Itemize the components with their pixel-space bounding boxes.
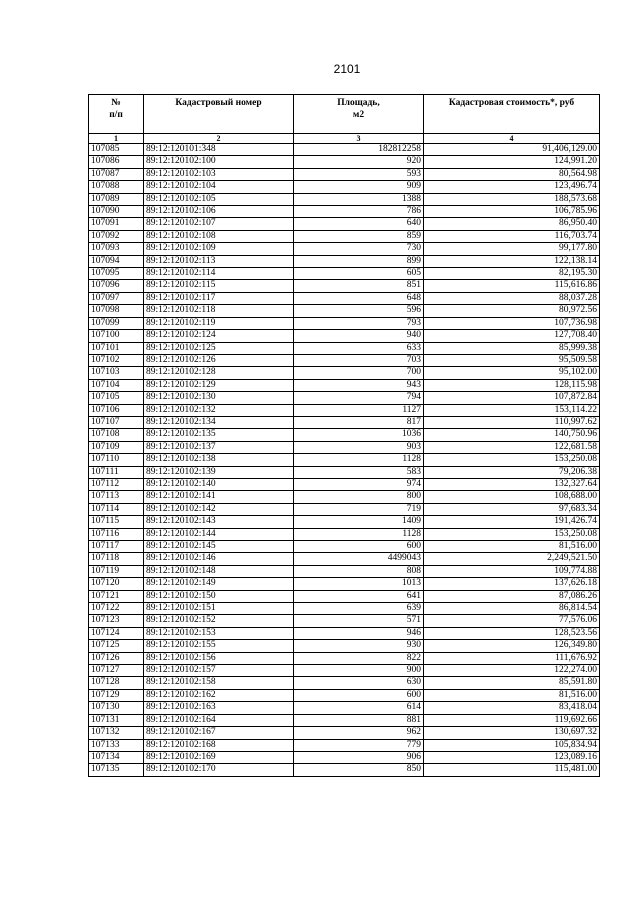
area-cell: 1388 bbox=[294, 193, 424, 205]
area-cell: 1128 bbox=[294, 454, 424, 466]
cadastral-number-cell: 89:12:120102:135 bbox=[144, 429, 294, 441]
area-cell: 881 bbox=[294, 714, 424, 726]
table-row bbox=[89, 243, 600, 255]
cadastral-number-cell: 89:12:120102:153 bbox=[144, 627, 294, 639]
table-row bbox=[89, 603, 600, 615]
area-cell: 640 bbox=[294, 218, 424, 230]
cadastral-cost-cell: 105,834.94 bbox=[424, 739, 600, 751]
area-cell: 614 bbox=[294, 702, 424, 714]
cadastral-number-cell: 89:12:120102:169 bbox=[144, 751, 294, 763]
cadastral-number-cell: 89:12:120102:143 bbox=[144, 516, 294, 528]
cadastral-number-cell: 89:12:120102:168 bbox=[144, 739, 294, 751]
cadastral-number-cell: 89:12:120102:100 bbox=[144, 156, 294, 168]
row-number-cell: 107086 bbox=[89, 156, 144, 168]
cadastral-cost-cell: 80,972.56 bbox=[424, 305, 600, 317]
cadastral-cost-cell: 126,349.80 bbox=[424, 640, 600, 652]
area-cell: 630 bbox=[294, 677, 424, 689]
table-row bbox=[89, 727, 600, 739]
cadastral-number-cell: 89:12:120102:146 bbox=[144, 553, 294, 565]
area-cell: 583 bbox=[294, 466, 424, 478]
area-cell: 600 bbox=[294, 541, 424, 553]
table-row bbox=[89, 181, 600, 193]
row-number-cell: 107094 bbox=[89, 255, 144, 267]
area-cell: 779 bbox=[294, 739, 424, 751]
table-row bbox=[89, 392, 600, 404]
area-cell: 822 bbox=[294, 652, 424, 664]
area-cell: 1013 bbox=[294, 578, 424, 590]
cadastral-number-cell: 89:12:120102:106 bbox=[144, 206, 294, 218]
cadastral-number-cell: 89:12:120102:109 bbox=[144, 243, 294, 255]
cadastral-cost-cell: 85,999.38 bbox=[424, 342, 600, 354]
table-row bbox=[89, 590, 600, 602]
cadastral-number-cell: 89:12:120102:167 bbox=[144, 727, 294, 739]
cadastral-number-cell: 89:12:120102:138 bbox=[144, 454, 294, 466]
table-row bbox=[89, 652, 600, 664]
cadastral-number-cell: 89:12:120102:104 bbox=[144, 181, 294, 193]
area-cell: 700 bbox=[294, 367, 424, 379]
area-cell: 1127 bbox=[294, 404, 424, 416]
table-row bbox=[89, 565, 600, 577]
cadastral-number-cell: 89:12:120102:163 bbox=[144, 702, 294, 714]
cadastral-cost-cell: 82,195.30 bbox=[424, 268, 600, 280]
table-row bbox=[89, 689, 600, 701]
row-number-cell: 107103 bbox=[89, 367, 144, 379]
cadastral-cost-cell: 127,708.40 bbox=[424, 330, 600, 342]
row-number-cell: 107106 bbox=[89, 404, 144, 416]
area-cell: 719 bbox=[294, 503, 424, 515]
cadastral-number-cell: 89:12:120102:164 bbox=[144, 714, 294, 726]
cadastral-cost-cell: 188,573.68 bbox=[424, 193, 600, 205]
table-row bbox=[89, 441, 600, 453]
row-number-cell: 107113 bbox=[89, 491, 144, 503]
area-cell: 920 bbox=[294, 156, 424, 168]
row-number-cell: 107098 bbox=[89, 305, 144, 317]
table-row bbox=[89, 454, 600, 466]
cadastral-cost-cell: 88,037.28 bbox=[424, 292, 600, 304]
table-row bbox=[89, 206, 600, 218]
area-cell: 808 bbox=[294, 565, 424, 577]
table-row bbox=[89, 516, 600, 528]
column-number: 3 bbox=[294, 134, 424, 144]
table-row bbox=[89, 714, 600, 726]
area-cell: 974 bbox=[294, 478, 424, 490]
row-number-cell: 107116 bbox=[89, 528, 144, 540]
row-number-cell: 107123 bbox=[89, 615, 144, 627]
cadastral-number-cell: 89:12:120102:140 bbox=[144, 478, 294, 490]
cadastral-number-cell: 89:12:120101:348 bbox=[144, 144, 294, 156]
cadastral-number-cell: 89:12:120102:134 bbox=[144, 416, 294, 428]
table-row bbox=[89, 640, 600, 652]
cadastral-cost-cell: 2,249,521.50 bbox=[424, 553, 600, 565]
cadastral-number-cell: 89:12:120102:132 bbox=[144, 404, 294, 416]
cadastral-cost-cell: 99,177.80 bbox=[424, 243, 600, 255]
cadastral-cost-cell: 91,406,129.00 bbox=[424, 144, 600, 156]
cadastral-cost-cell: 107,736.98 bbox=[424, 317, 600, 329]
area-cell: 786 bbox=[294, 206, 424, 218]
row-number-cell: 107120 bbox=[89, 578, 144, 590]
cadastral-number-cell: 89:12:120102:103 bbox=[144, 168, 294, 180]
area-cell: 703 bbox=[294, 354, 424, 366]
table-row bbox=[89, 144, 600, 156]
cadastral-number-cell: 89:12:120102:170 bbox=[144, 764, 294, 776]
cadastral-cost-cell: 86,814.54 bbox=[424, 603, 600, 615]
area-cell: 182812258 bbox=[294, 144, 424, 156]
cadastral-cost-cell: 95,509.58 bbox=[424, 354, 600, 366]
cadastral-number-cell: 89:12:120102:141 bbox=[144, 491, 294, 503]
table-row bbox=[89, 379, 600, 391]
area-cell: 633 bbox=[294, 342, 424, 354]
area-cell: 794 bbox=[294, 392, 424, 404]
header-cadastral-number: Кадастровый номер bbox=[144, 95, 294, 134]
area-cell: 600 bbox=[294, 689, 424, 701]
area-cell: 946 bbox=[294, 627, 424, 639]
table-row bbox=[89, 615, 600, 627]
cadastral-cost-cell: 95,102.00 bbox=[424, 367, 600, 379]
area-cell: 899 bbox=[294, 255, 424, 267]
area-cell: 850 bbox=[294, 764, 424, 776]
cadastral-cost-cell: 122,681.58 bbox=[424, 441, 600, 453]
table-row bbox=[89, 503, 600, 515]
cadastral-cost-cell: 122,138.14 bbox=[424, 255, 600, 267]
row-number-cell: 107118 bbox=[89, 553, 144, 565]
cadastral-cost-cell: 130,697.32 bbox=[424, 727, 600, 739]
row-number-cell: 107127 bbox=[89, 665, 144, 677]
area-cell: 940 bbox=[294, 330, 424, 342]
table-row bbox=[89, 478, 600, 490]
area-cell: 962 bbox=[294, 727, 424, 739]
table-row bbox=[89, 404, 600, 416]
cadastral-number-cell: 89:12:120102:128 bbox=[144, 367, 294, 379]
cadastral-number-cell: 89:12:120102:149 bbox=[144, 578, 294, 590]
cadastral-number-cell: 89:12:120102:117 bbox=[144, 292, 294, 304]
area-cell: 906 bbox=[294, 751, 424, 763]
cadastral-number-cell: 89:12:120102:158 bbox=[144, 677, 294, 689]
cadastral-number-cell: 89:12:120102:115 bbox=[144, 280, 294, 292]
area-cell: 1409 bbox=[294, 516, 424, 528]
row-number-cell: 107119 bbox=[89, 565, 144, 577]
cadastral-number-cell: 89:12:120102:113 bbox=[144, 255, 294, 267]
area-cell: 639 bbox=[294, 603, 424, 615]
page-number: 2101 bbox=[333, 62, 361, 76]
table-row bbox=[89, 168, 600, 180]
cadastral-number-cell: 89:12:120102:145 bbox=[144, 541, 294, 553]
table-row bbox=[89, 255, 600, 267]
cadastral-cost-cell: 86,950.40 bbox=[424, 218, 600, 230]
table-row bbox=[89, 739, 600, 751]
cadastral-number-cell: 89:12:120102:137 bbox=[144, 441, 294, 453]
area-cell: 800 bbox=[294, 491, 424, 503]
cadastral-number-cell: 89:12:120102:119 bbox=[144, 317, 294, 329]
cadastral-number-cell: 89:12:120102:142 bbox=[144, 503, 294, 515]
cadastral-number-cell: 89:12:120102:156 bbox=[144, 652, 294, 664]
cadastral-cost-cell: 111,676.92 bbox=[424, 652, 600, 664]
area-cell: 851 bbox=[294, 280, 424, 292]
cadastral-cost-cell: 153,250.08 bbox=[424, 528, 600, 540]
cadastral-cost-cell: 137,626.18 bbox=[424, 578, 600, 590]
cadastral-number-cell: 89:12:120102:129 bbox=[144, 379, 294, 391]
column-number-row bbox=[89, 134, 600, 144]
row-number-cell: 107109 bbox=[89, 441, 144, 453]
table-row bbox=[89, 280, 600, 292]
cadastral-cost-cell: 107,872.84 bbox=[424, 392, 600, 404]
cadastral-number-cell: 89:12:120102:155 bbox=[144, 640, 294, 652]
cadastral-cost-cell: 124,991.20 bbox=[424, 156, 600, 168]
row-number-cell: 107121 bbox=[89, 590, 144, 602]
row-number-cell: 107089 bbox=[89, 193, 144, 205]
cadastral-number-cell: 89:12:120102:108 bbox=[144, 230, 294, 242]
cadastral-cost-cell: 128,523.56 bbox=[424, 627, 600, 639]
row-number-cell: 107100 bbox=[89, 330, 144, 342]
table-row bbox=[89, 354, 600, 366]
cadastral-cost-cell: 123,089.16 bbox=[424, 751, 600, 763]
area-cell: 900 bbox=[294, 665, 424, 677]
area-cell: 596 bbox=[294, 305, 424, 317]
cadastral-number-cell: 89:12:120102:152 bbox=[144, 615, 294, 627]
area-cell: 1128 bbox=[294, 528, 424, 540]
cadastral-cost-cell: 81,516.00 bbox=[424, 689, 600, 701]
table-row bbox=[89, 677, 600, 689]
area-cell: 817 bbox=[294, 416, 424, 428]
row-number-cell: 107130 bbox=[89, 702, 144, 714]
row-number-cell: 107124 bbox=[89, 627, 144, 639]
row-number-cell: 107111 bbox=[89, 466, 144, 478]
table-row bbox=[89, 367, 600, 379]
cadastral-number-cell: 89:12:120102:157 bbox=[144, 665, 294, 677]
area-cell: 648 bbox=[294, 292, 424, 304]
row-number-cell: 107091 bbox=[89, 218, 144, 230]
table-row bbox=[89, 230, 600, 242]
area-cell: 571 bbox=[294, 615, 424, 627]
row-number-cell: 107088 bbox=[89, 181, 144, 193]
cadastral-cost-cell: 140,750.96 bbox=[424, 429, 600, 441]
cadastral-cost-cell: 153,250.08 bbox=[424, 454, 600, 466]
table-row bbox=[89, 218, 600, 230]
row-number-cell: 107099 bbox=[89, 317, 144, 329]
cadastral-cost-cell: 106,785.96 bbox=[424, 206, 600, 218]
table-row bbox=[89, 702, 600, 714]
area-cell: 903 bbox=[294, 441, 424, 453]
table-row bbox=[89, 553, 600, 565]
cadastral-cost-cell: 191,426.74 bbox=[424, 516, 600, 528]
row-number-cell: 107092 bbox=[89, 230, 144, 242]
area-cell: 909 bbox=[294, 181, 424, 193]
row-number-cell: 107129 bbox=[89, 689, 144, 701]
cadastral-number-cell: 89:12:120102:130 bbox=[144, 392, 294, 404]
area-cell: 593 bbox=[294, 168, 424, 180]
row-number-cell: 107134 bbox=[89, 751, 144, 763]
table-row bbox=[89, 541, 600, 553]
area-cell: 793 bbox=[294, 317, 424, 329]
cadastral-cost-cell: 108,688.00 bbox=[424, 491, 600, 503]
table-row bbox=[89, 627, 600, 639]
cadastral-cost-cell: 109,774.88 bbox=[424, 565, 600, 577]
row-number-cell: 107115 bbox=[89, 516, 144, 528]
row-number-cell: 107085 bbox=[89, 144, 144, 156]
cadastral-number-cell: 89:12:120102:126 bbox=[144, 354, 294, 366]
table-row bbox=[89, 578, 600, 590]
row-number-cell: 107125 bbox=[89, 640, 144, 652]
area-cell: 605 bbox=[294, 268, 424, 280]
row-number-cell: 107107 bbox=[89, 416, 144, 428]
row-number-cell: 107126 bbox=[89, 652, 144, 664]
row-number-cell: 107108 bbox=[89, 429, 144, 441]
row-number-cell: 107102 bbox=[89, 354, 144, 366]
cadastral-cost-cell: 122,274.00 bbox=[424, 665, 600, 677]
cadastral-cost-cell: 97,683.34 bbox=[424, 503, 600, 515]
area-cell: 4499043 bbox=[294, 553, 424, 565]
cadastral-number-cell: 89:12:120102:151 bbox=[144, 603, 294, 615]
table-row bbox=[89, 156, 600, 168]
table-row bbox=[89, 305, 600, 317]
cadastral-cost-cell: 81,516.00 bbox=[424, 541, 600, 553]
cadastral-cost-cell: 123,496.74 bbox=[424, 181, 600, 193]
cadastral-table bbox=[88, 94, 600, 777]
row-number-cell: 107135 bbox=[89, 764, 144, 776]
cadastral-cost-cell: 115,616.86 bbox=[424, 280, 600, 292]
table-header-row bbox=[89, 95, 600, 134]
table-row bbox=[89, 429, 600, 441]
row-number-cell: 107110 bbox=[89, 454, 144, 466]
table-row bbox=[89, 193, 600, 205]
row-number-cell: 107104 bbox=[89, 379, 144, 391]
table-row bbox=[89, 292, 600, 304]
area-cell: 641 bbox=[294, 590, 424, 602]
row-number-cell: 107117 bbox=[89, 541, 144, 553]
row-number-cell: 107105 bbox=[89, 392, 144, 404]
cadastral-cost-cell: 80,564.98 bbox=[424, 168, 600, 180]
cadastral-cost-cell: 77,576.06 bbox=[424, 615, 600, 627]
row-number-cell: 107114 bbox=[89, 503, 144, 515]
row-number-cell: 107128 bbox=[89, 677, 144, 689]
column-number: 4 bbox=[424, 134, 600, 144]
row-number-cell: 107112 bbox=[89, 478, 144, 490]
row-number-cell: 107101 bbox=[89, 342, 144, 354]
area-cell: 730 bbox=[294, 243, 424, 255]
row-number-cell: 107090 bbox=[89, 206, 144, 218]
table-row bbox=[89, 491, 600, 503]
header-row-number: № п/п bbox=[89, 95, 144, 134]
cadastral-cost-cell: 132,327.64 bbox=[424, 478, 600, 490]
row-number-cell: 107095 bbox=[89, 268, 144, 280]
row-number-cell: 107096 bbox=[89, 280, 144, 292]
table-row bbox=[89, 342, 600, 354]
cadastral-cost-cell: 116,703.74 bbox=[424, 230, 600, 242]
cadastral-number-cell: 89:12:120102:124 bbox=[144, 330, 294, 342]
cadastral-cost-cell: 85,591.80 bbox=[424, 677, 600, 689]
table-row bbox=[89, 416, 600, 428]
cadastral-cost-cell: 128,115.98 bbox=[424, 379, 600, 391]
cadastral-number-cell: 89:12:120102:162 bbox=[144, 689, 294, 701]
table-row bbox=[89, 317, 600, 329]
cadastral-cost-cell: 110,997.62 bbox=[424, 416, 600, 428]
row-number-cell: 107093 bbox=[89, 243, 144, 255]
row-number-cell: 107087 bbox=[89, 168, 144, 180]
area-cell: 943 bbox=[294, 379, 424, 391]
cadastral-number-cell: 89:12:120102:144 bbox=[144, 528, 294, 540]
cadastral-cost-cell: 83,418.04 bbox=[424, 702, 600, 714]
header-area: Площадь, м2 bbox=[294, 95, 424, 134]
cadastral-number-cell: 89:12:120102:150 bbox=[144, 590, 294, 602]
cadastral-number-cell: 89:12:120102:107 bbox=[144, 218, 294, 230]
table-row bbox=[89, 665, 600, 677]
table-row bbox=[89, 764, 600, 776]
cadastral-number-cell: 89:12:120102:118 bbox=[144, 305, 294, 317]
area-cell: 859 bbox=[294, 230, 424, 242]
column-number: 1 bbox=[89, 134, 144, 144]
cadastral-number-cell: 89:12:120102:139 bbox=[144, 466, 294, 478]
area-cell: 1036 bbox=[294, 429, 424, 441]
cadastral-number-cell: 89:12:120102:114 bbox=[144, 268, 294, 280]
header-cadastral-cost: Кадастровая стоимость*, руб bbox=[424, 95, 600, 134]
table-row bbox=[89, 466, 600, 478]
table-row bbox=[89, 528, 600, 540]
cadastral-number-cell: 89:12:120102:105 bbox=[144, 193, 294, 205]
row-number-cell: 107097 bbox=[89, 292, 144, 304]
cadastral-cost-cell: 119,692.66 bbox=[424, 714, 600, 726]
cadastral-cost-cell: 87,086.26 bbox=[424, 590, 600, 602]
row-number-cell: 107133 bbox=[89, 739, 144, 751]
table-row bbox=[89, 751, 600, 763]
cadastral-number-cell: 89:12:120102:125 bbox=[144, 342, 294, 354]
row-number-cell: 107132 bbox=[89, 727, 144, 739]
row-number-cell: 107122 bbox=[89, 603, 144, 615]
table-row bbox=[89, 330, 600, 342]
column-number: 2 bbox=[144, 134, 294, 144]
cadastral-cost-cell: 153,114.22 bbox=[424, 404, 600, 416]
row-number-cell: 107131 bbox=[89, 714, 144, 726]
area-cell: 930 bbox=[294, 640, 424, 652]
cadastral-number-cell: 89:12:120102:148 bbox=[144, 565, 294, 577]
table-body bbox=[89, 144, 600, 777]
cadastral-cost-cell: 115,481.00 bbox=[424, 764, 600, 776]
cadastral-cost-cell: 79,206.38 bbox=[424, 466, 600, 478]
table-row bbox=[89, 268, 600, 280]
